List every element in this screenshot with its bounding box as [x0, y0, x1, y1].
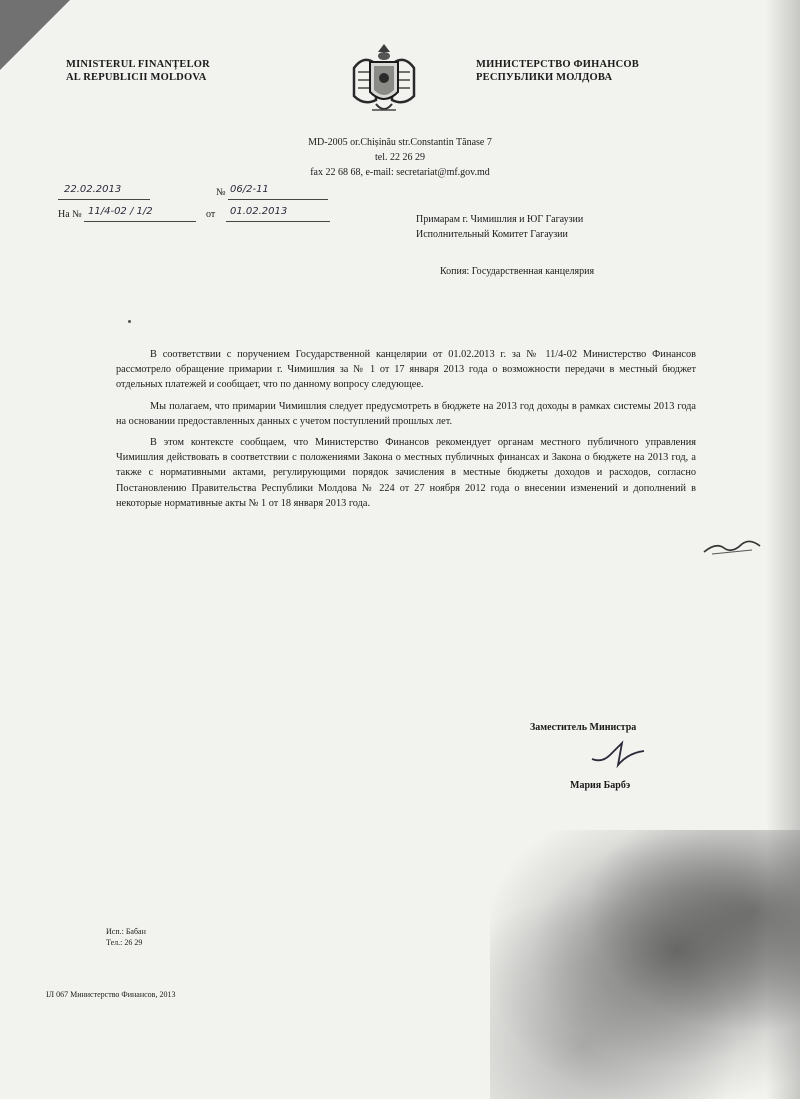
address-line-2: tel. 22 26 29: [375, 152, 425, 163]
print-footer: ІЛ 067 Министерство Финансов, 2013: [46, 990, 176, 999]
ministry-address: [220, 135, 580, 180]
header-right-line-2: РЕСПУБЛИКИ МОЛДОВА: [476, 72, 613, 83]
registration-row-2: [58, 205, 338, 227]
reference-date-label: от: [206, 209, 216, 220]
reference-date-underline: [226, 221, 330, 222]
executor-phone: Тел.: 26 29: [106, 938, 143, 947]
recipient-line-2: Исполнительный Комитет Гагаузии: [416, 229, 568, 240]
outgoing-number: 06/2-11: [230, 184, 269, 195]
reference-underline: [84, 221, 196, 222]
outgoing-date: 22.02.2013: [64, 184, 122, 195]
reference-label: На №: [58, 209, 82, 220]
number-underline: [228, 199, 328, 200]
coat-of-arms-icon: [346, 40, 422, 124]
date-underline: [58, 199, 150, 200]
address-line-1: MD-2005 or.Chișinău str.Constantin Tănase 7: [308, 137, 492, 148]
reference-number: 11/4-02 / 1/2: [88, 206, 153, 217]
scan-smudge: [490, 830, 800, 1099]
registration-row-1: [58, 183, 338, 205]
page-corner-shadow: [0, 0, 70, 70]
body-paragraph-2: Мы полагаем, что примарии Чимишлия следует предусмотреть в бюджете на 2013 год доходы в рамках системы 2013 года на основании предоставленных данных с учетом поступлений прошлых лет.: [116, 400, 696, 427]
recipient-line-1: Примарам г. Чимишлия и ЮГ Гагаузии: [416, 214, 584, 225]
ministry-name-romanian: [66, 58, 296, 84]
signatory-title: Заместитель Министра: [530, 722, 637, 733]
ministry-name-russian: [476, 58, 736, 84]
registration-block: [58, 183, 338, 227]
header-left-line-2: AL REPUBLICII MOLDOVA: [66, 72, 207, 83]
recipient-block: [416, 212, 716, 242]
executor-block: [106, 926, 146, 948]
letter-body: [116, 347, 696, 517]
body-paragraph-1: В соответствии с поручением Государственной канцелярии от 01.02.2013 г. за № 11/4-02 Министерство Финансов рассмотрело обращение примарии г. Чимишлия за № 1 от 17 января 2013 года о возможности передачи в местный бюджет отдельных платежей и сообщает, что по данному вопросу следующее.: [116, 349, 696, 391]
handwritten-margin-mark: [702, 536, 762, 558]
speck: [128, 320, 131, 323]
executor-name: Исп.: Бабан: [106, 927, 146, 936]
reference-date: 01.02.2013: [230, 206, 288, 217]
signatory-name: Мария Барбэ: [570, 780, 631, 791]
body-paragraph-3: В этом контексте сообщаем, что Министерство Финансов рекомендует органам местного публичного управления Чимишлия действовать в соответствии с положениями Закона о местных публичных финансах и Закона о бюджете на 2013 год, а также с нормативными актами, регулирующими порядок зачисления в местные бюджеты доходов и расходов, согласно Постановлению Правительства Республики Молдова № 224 от 27 ноября 2012 года о внесении изменений и дополнений в некоторые нормативные акты № 1 от 18 января 2013 года.: [116, 437, 696, 509]
header-left-line-1: MINISTERUL FINANȚELOR: [66, 59, 210, 70]
address-line-3: fax 22 68 68, e-mail: secretariat@mf.gov.md: [310, 167, 490, 178]
outgoing-number-label: №: [216, 187, 226, 198]
handwritten-signature: [588, 737, 652, 769]
copy-to-line: Копия: Государственная канцелярия: [440, 266, 595, 277]
header-right-line-1: МИНИСТЕРСТВО ФИНАНСОВ: [476, 59, 639, 70]
